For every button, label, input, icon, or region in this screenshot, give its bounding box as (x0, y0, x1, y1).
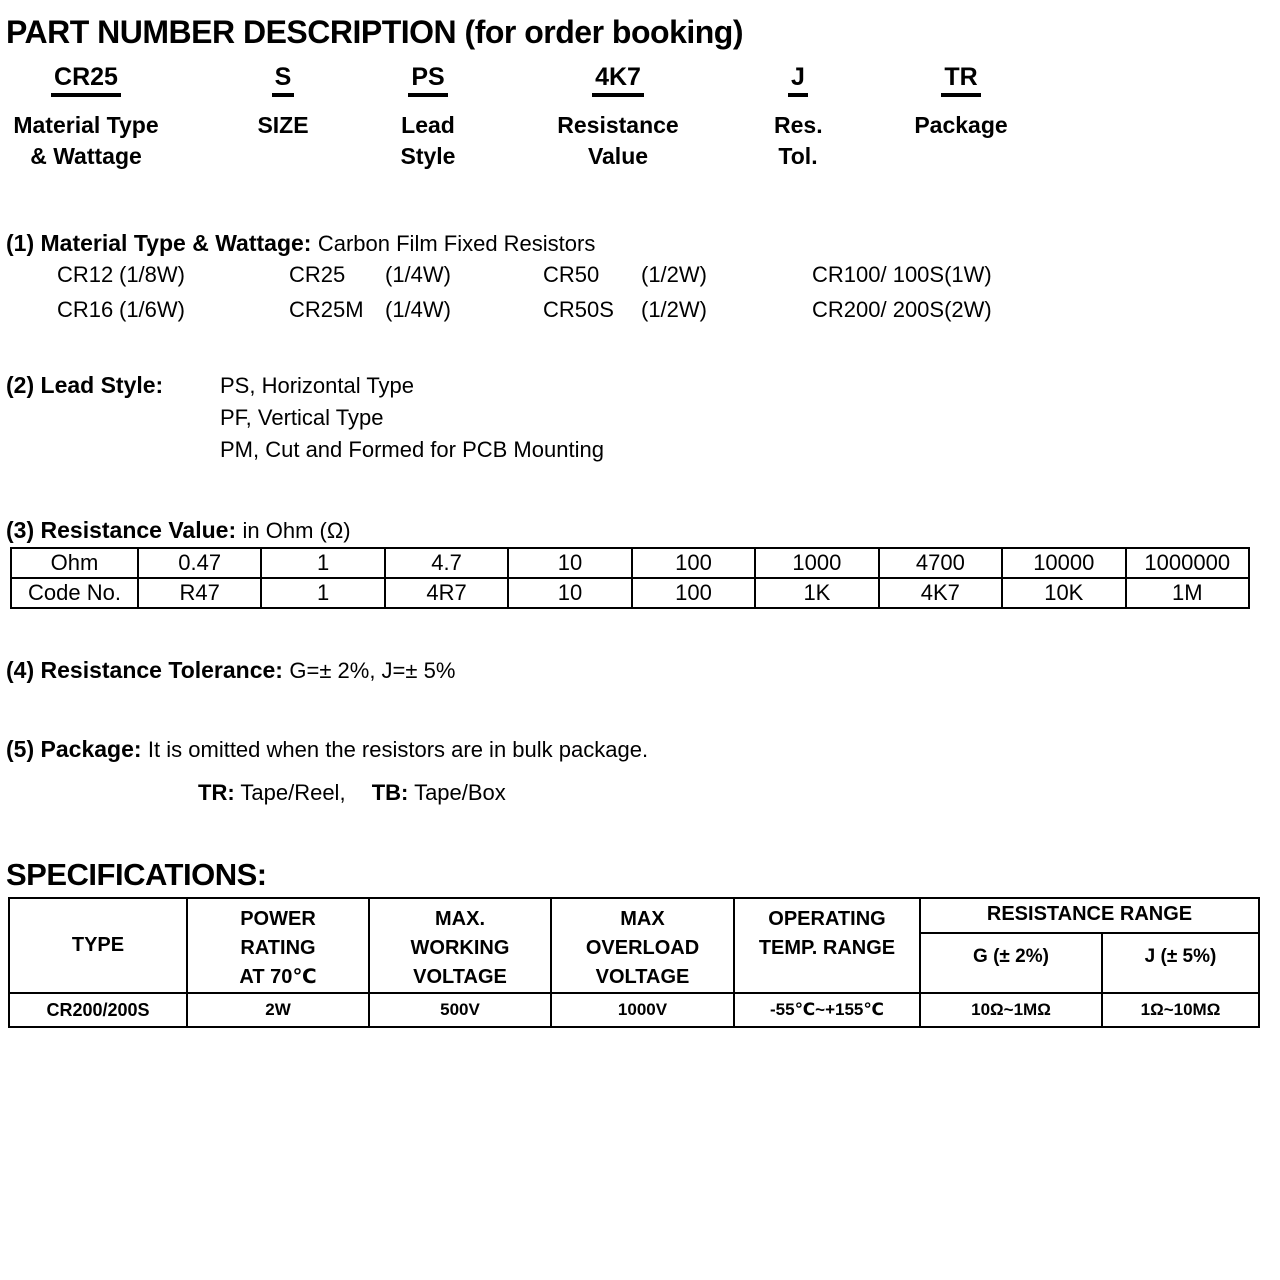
section3-heading: (3) Resistance Value: in Ohm (Ω) (6, 517, 351, 543)
section-lead-style (6, 369, 1280, 466)
spec-header-operating-temp: OPERATING TEMP. RANGE (734, 898, 920, 993)
pn-label-material: Material Type & Wattage (13, 112, 159, 169)
pn-segment-package (822, 64, 1100, 97)
resistance-value-table (10, 547, 1250, 609)
pn-label-size: SIZE (257, 112, 309, 138)
lead-style-line-3: PM, Cut and Formed for PCB Mounting (220, 437, 604, 462)
material-item: CR50S (1/2W) (543, 297, 707, 322)
section-resistance-value (6, 517, 1280, 609)
part-number-label-row (0, 110, 1280, 172)
spec-type-value: CR200/200S (9, 993, 187, 1027)
spec-power-value: 2W (187, 993, 369, 1027)
spec-header-tolerance-j: J (± 5%) (1102, 933, 1259, 993)
material-row-1 (6, 262, 1280, 288)
pn-label-tolerance: Res. Tol. (774, 112, 823, 169)
spec-header-row-1 (9, 898, 1259, 933)
spec-data-row (9, 993, 1259, 1027)
spec-header-type: TYPE (9, 898, 187, 993)
spec-overload-voltage-value: 1000V (551, 993, 734, 1027)
section1-heading: (1) Material Type & Wattage: Carbon Film Fixed Resistors (6, 230, 596, 256)
tr-value: Tape/Reel, (240, 780, 346, 805)
ohm-row: Ohm 0.47 1 4.7 10 100 1000 4700 10000 1000000 (11, 548, 1249, 578)
pn-code-lead: PS (408, 64, 447, 97)
lead-style-line-2: PF, Vertical Type (220, 405, 384, 430)
spec-resistance-g-value: 10Ω~1MΩ (920, 993, 1102, 1027)
pn-code-size: S (272, 64, 295, 97)
material-item: CR200/ 200S(2W) (812, 297, 992, 322)
code-row: Code No. R47 1 4R7 10 100 1K 4K7 10K 1M (11, 578, 1249, 608)
section-package (6, 736, 1280, 806)
pn-code-resistance: 4K7 (592, 64, 644, 97)
tb-value: Tape/Box (414, 780, 506, 805)
pn-code-package: TR (941, 64, 980, 97)
material-item: CR25M (1/4W) (289, 297, 451, 322)
pn-segment-tolerance (774, 64, 822, 97)
pn-label-package: Package (914, 112, 1008, 138)
spec-header-max-overload: MAX OVERLOAD VOLTAGE (551, 898, 734, 993)
tb-label: TB: (371, 780, 409, 805)
spec-resistance-j-value: 1Ω~10MΩ (1102, 993, 1259, 1027)
material-item: CR50 (1/2W) (543, 262, 707, 287)
pn-label-resistance: Resistance Value (557, 112, 679, 169)
material-item: CR16 (1/6W) (57, 297, 185, 322)
specifications-table (8, 897, 1260, 1028)
spec-temp-range-value: -55℃~+155℃ (734, 993, 920, 1027)
pn-segment-resistance (462, 64, 774, 97)
material-item: CR12 (1/8W) (57, 262, 185, 287)
material-row-2 (6, 297, 1280, 323)
section-resistance-tolerance: (4) Resistance Tolerance: G=± 2%, J=± 5% (6, 657, 456, 683)
pn-segment-material (0, 64, 172, 97)
section2-heading: (2) Lead Style: (6, 372, 164, 398)
package-codes-line (198, 780, 1280, 806)
pn-segment-size (172, 64, 394, 97)
material-item: CR100/ 100S(1W) (812, 262, 992, 287)
page-title: PART NUMBER DESCRIPTION (for order booking) (6, 14, 743, 50)
specifications-heading: SPECIFICATIONS: (6, 857, 267, 892)
pn-code-tolerance: J (788, 64, 808, 97)
pn-label-lead: Lead Style (400, 112, 456, 169)
lead-style-line-1: (2) Lead Style: PS, Horizontal Type (6, 369, 1280, 402)
material-item: CR25 (1/4W) (289, 262, 451, 287)
spec-working-voltage-value: 500V (369, 993, 551, 1027)
spec-header-tolerance-g: G (± 2%) (920, 933, 1102, 993)
pn-segment-lead (394, 64, 462, 97)
tr-label: TR: (198, 780, 235, 805)
pn-code-material: CR25 (51, 64, 121, 97)
spec-header-power: POWER RATING AT 70℃ (187, 898, 369, 993)
spec-header-max-working: MAX. WORKING VOLTAGE (369, 898, 551, 993)
part-number-code-row (0, 64, 1280, 97)
spec-header-resistance-range: RESISTANCE RANGE (920, 898, 1259, 933)
section5-heading: (5) Package: It is omitted when the resistors are in bulk package. (6, 736, 649, 762)
section-material-type (6, 230, 1280, 323)
